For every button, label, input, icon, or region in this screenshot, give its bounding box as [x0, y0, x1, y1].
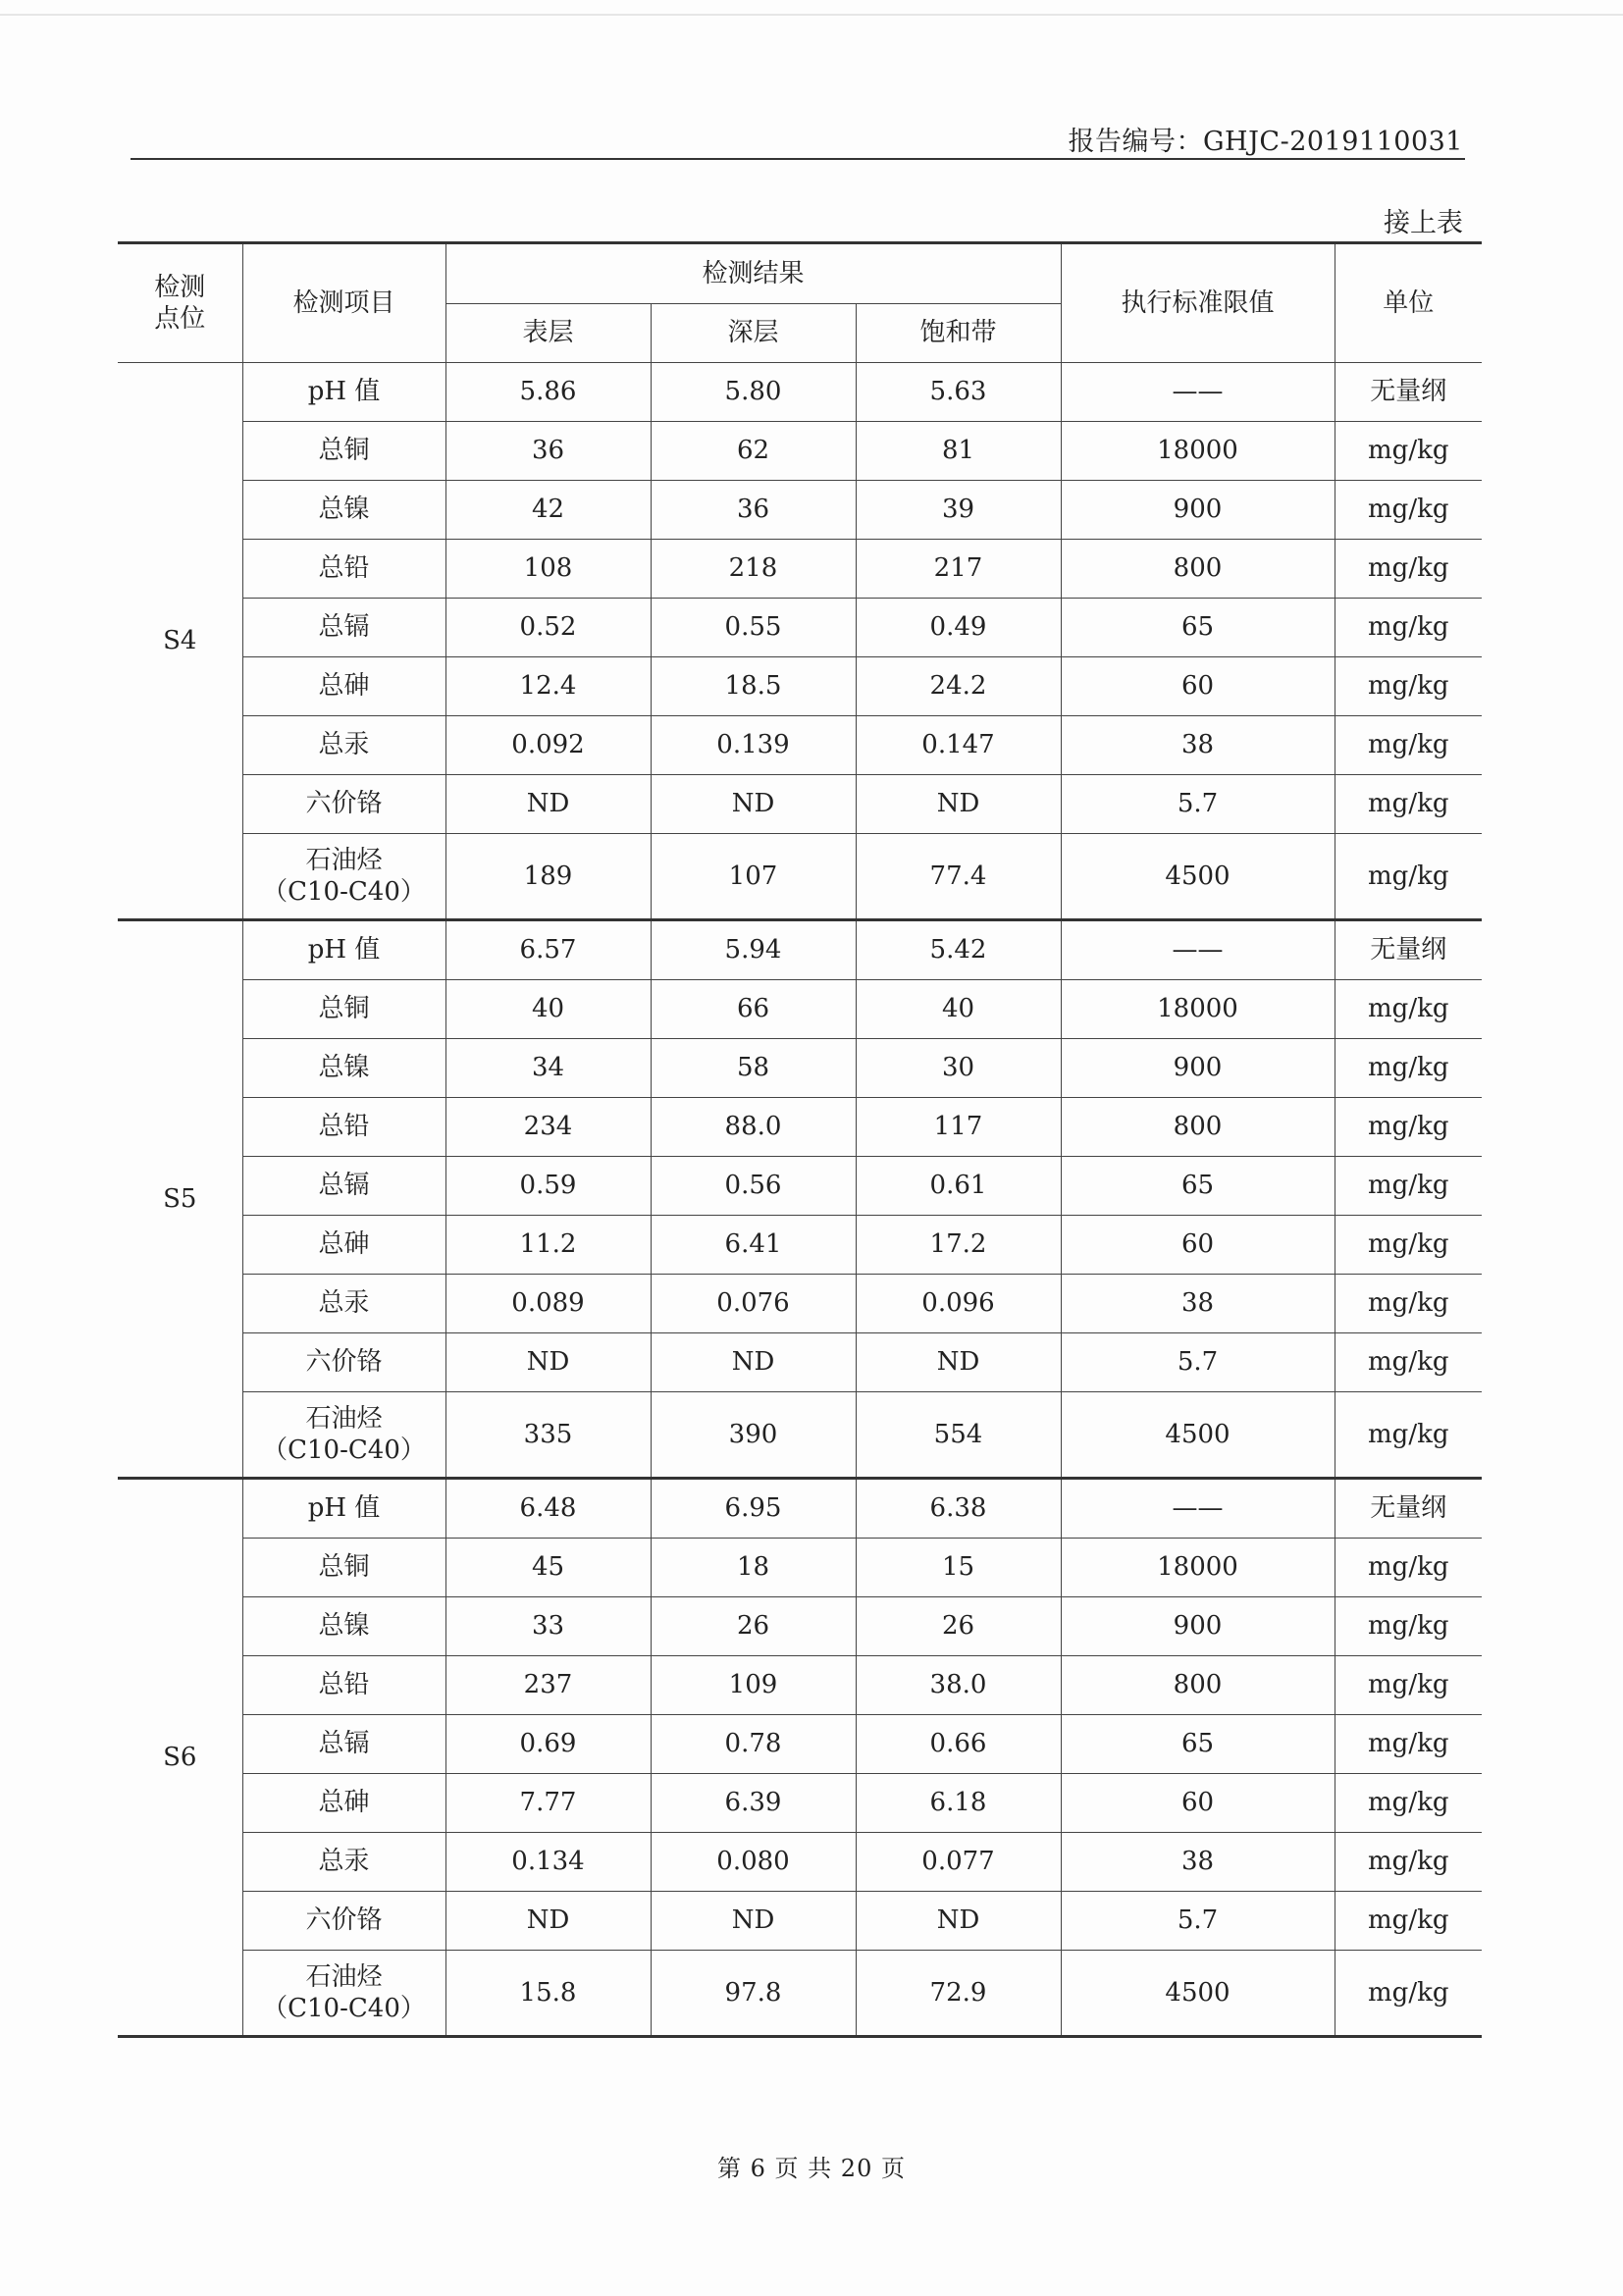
test-item-name: pH 值 [307, 1493, 381, 1524]
surface-value-cell: 33 [445, 1597, 651, 1656]
test-item-name: 总铜 [318, 994, 370, 1024]
scan-edge-line [0, 14, 1623, 16]
unit-cell: mg/kg [1335, 1539, 1482, 1597]
table-row [118, 1833, 1482, 1892]
unit-cell: mg/kg [1335, 1275, 1482, 1333]
header-unit: 单位 [1335, 243, 1482, 363]
saturated-value-cell: 72.9 [856, 1951, 1061, 2037]
standard-limit-cell: 18000 [1061, 980, 1335, 1039]
unit-cell: mg/kg [1335, 775, 1482, 834]
test-item-name: 总汞 [318, 730, 370, 760]
saturated-value-cell: 77.4 [856, 834, 1061, 920]
test-item-name: 总镍 [318, 1611, 370, 1642]
surface-value-cell: 15.8 [445, 1951, 651, 2037]
table-row [118, 1039, 1482, 1098]
standard-limit-cell: 900 [1061, 1039, 1335, 1098]
standard-limit-cell: —— [1061, 1479, 1335, 1539]
test-item-cell [242, 1833, 445, 1892]
deep-value-cell: 0.56 [651, 1157, 856, 1216]
saturated-value-cell: 0.077 [856, 1833, 1061, 1892]
header-item: 检测项目 [242, 243, 445, 363]
deep-value-cell: 88.0 [651, 1098, 856, 1157]
table-row [118, 980, 1482, 1039]
unit-cell: mg/kg [1335, 1951, 1482, 2037]
test-item-name: 六价铬 [305, 789, 383, 819]
standard-limit-cell: 65 [1061, 1157, 1335, 1216]
test-item-cell [242, 1275, 445, 1333]
test-item-cell [242, 1597, 445, 1656]
test-item-cell [242, 834, 445, 920]
standard-limit-cell: 18000 [1061, 422, 1335, 481]
surface-value-cell: 108 [445, 540, 651, 599]
table-row [118, 540, 1482, 599]
surface-value-cell: 189 [445, 834, 651, 920]
deep-value-cell: 218 [651, 540, 856, 599]
test-item-name: 总镍 [318, 1053, 370, 1083]
test-item-name: pH 值 [307, 377, 381, 407]
table-row [118, 1715, 1482, 1774]
surface-value-cell: 6.57 [445, 920, 651, 980]
test-item-name: 石油烃 [305, 845, 383, 875]
saturated-value-cell: 217 [856, 540, 1061, 599]
header-standard: 执行标准限值 [1061, 243, 1335, 363]
table-row [118, 1539, 1482, 1597]
deep-value-cell: 66 [651, 980, 856, 1039]
saturated-value-cell: 17.2 [856, 1216, 1061, 1275]
surface-value-cell: 0.092 [445, 716, 651, 775]
surface-value-cell: ND [445, 775, 651, 834]
test-item-cell [242, 599, 445, 657]
deep-value-cell: ND [651, 1892, 856, 1951]
standard-limit-cell: 60 [1061, 657, 1335, 716]
header-point-line2: 点位 [154, 304, 206, 334]
saturated-value-cell: 5.42 [856, 920, 1061, 980]
saturated-value-cell: 39 [856, 481, 1061, 540]
standard-limit-cell: —— [1061, 920, 1335, 980]
header-point [118, 243, 242, 363]
unit-cell: mg/kg [1335, 1039, 1482, 1098]
standard-limit-cell: 60 [1061, 1774, 1335, 1833]
deep-value-cell: 18.5 [651, 657, 856, 716]
saturated-value-cell: ND [856, 775, 1061, 834]
unit-cell: 无量纲 [1335, 920, 1482, 980]
unit-cell: mg/kg [1335, 980, 1482, 1039]
table-row [118, 1951, 1482, 2037]
deep-value-cell: 18 [651, 1539, 856, 1597]
table-body [118, 363, 1482, 2037]
surface-value-cell: 5.86 [445, 363, 651, 422]
deep-value-cell: 5.94 [651, 920, 856, 980]
test-item-cell [242, 422, 445, 481]
deep-value-cell: 107 [651, 834, 856, 920]
unit-cell: mg/kg [1335, 422, 1482, 481]
surface-value-cell: 7.77 [445, 1774, 651, 1833]
header-surface: 表层 [445, 304, 651, 363]
saturated-value-cell: 0.147 [856, 716, 1061, 775]
surface-value-cell: 42 [445, 481, 651, 540]
surface-value-cell: 11.2 [445, 1216, 651, 1275]
unit-cell: mg/kg [1335, 1774, 1482, 1833]
deep-value-cell: 390 [651, 1392, 856, 1479]
test-item-cell [242, 1774, 445, 1833]
unit-cell: mg/kg [1335, 1892, 1482, 1951]
deep-value-cell: 0.080 [651, 1833, 856, 1892]
saturated-value-cell: 554 [856, 1392, 1061, 1479]
surface-value-cell: 34 [445, 1039, 651, 1098]
header-point-line1: 检测 [154, 272, 206, 302]
test-item-name: 总铜 [318, 436, 370, 466]
saturated-value-cell: 38.0 [856, 1656, 1061, 1715]
surface-value-cell: ND [445, 1892, 651, 1951]
test-item-name: 六价铬 [305, 1905, 383, 1936]
standard-limit-cell: 38 [1061, 1275, 1335, 1333]
test-item-cell [242, 481, 445, 540]
table-row [118, 1333, 1482, 1392]
test-item-cell [242, 980, 445, 1039]
surface-value-cell: 234 [445, 1098, 651, 1157]
saturated-value-cell: 15 [856, 1539, 1061, 1597]
deep-value-cell: 62 [651, 422, 856, 481]
unit-cell: mg/kg [1335, 1157, 1482, 1216]
table-row [118, 1656, 1482, 1715]
unit-cell: mg/kg [1335, 1715, 1482, 1774]
test-item-name: 总镉 [318, 612, 370, 643]
test-item-cell [242, 920, 445, 980]
test-item-cell [242, 1656, 445, 1715]
unit-cell: mg/kg [1335, 657, 1482, 716]
test-item-cell [242, 716, 445, 775]
saturated-value-cell: 0.66 [856, 1715, 1061, 1774]
standard-limit-cell: 38 [1061, 1833, 1335, 1892]
test-item-cell [242, 1892, 445, 1951]
deep-value-cell: 58 [651, 1039, 856, 1098]
table-row [118, 599, 1482, 657]
saturated-value-cell: 6.38 [856, 1479, 1061, 1539]
deep-value-cell: 6.41 [651, 1216, 856, 1275]
saturated-value-cell: 81 [856, 422, 1061, 481]
table-row [118, 716, 1482, 775]
test-item-name: 总铅 [318, 1112, 370, 1142]
unit-cell: mg/kg [1335, 834, 1482, 920]
deep-value-cell: 6.39 [651, 1774, 856, 1833]
test-item-name: 石油烃 [305, 1961, 383, 1992]
standard-limit-cell: 65 [1061, 599, 1335, 657]
test-item-name: 总砷 [318, 1788, 370, 1818]
report-number: 报告编号：GHJC-2019110031 [1068, 127, 1463, 157]
standard-limit-cell: 18000 [1061, 1539, 1335, 1597]
test-item-name: 总镉 [318, 1171, 370, 1201]
table-row [118, 1098, 1482, 1157]
surface-value-cell: 40 [445, 980, 651, 1039]
deep-value-cell: 0.55 [651, 599, 856, 657]
table-row [118, 1392, 1482, 1479]
unit-cell: mg/kg [1335, 540, 1482, 599]
standard-limit-cell: 5.7 [1061, 1892, 1335, 1951]
deep-value-cell: 5.80 [651, 363, 856, 422]
test-item-name: 总铜 [318, 1552, 370, 1583]
unit-cell: mg/kg [1335, 1597, 1482, 1656]
saturated-value-cell: 0.49 [856, 599, 1061, 657]
table-row [118, 1275, 1482, 1333]
unit-cell: mg/kg [1335, 1098, 1482, 1157]
surface-value-cell: 335 [445, 1392, 651, 1479]
standard-limit-cell: 900 [1061, 1597, 1335, 1656]
table-row [118, 920, 1482, 980]
sample-point-cell: S4 [118, 363, 242, 920]
deep-value-cell: ND [651, 1333, 856, 1392]
saturated-value-cell: 24.2 [856, 657, 1061, 716]
test-item-cell [242, 540, 445, 599]
test-item-name: 总铅 [318, 553, 370, 584]
surface-value-cell: ND [445, 1333, 651, 1392]
test-item-name: 总镍 [318, 495, 370, 525]
standard-limit-cell: 800 [1061, 540, 1335, 599]
table-row [118, 422, 1482, 481]
deep-value-cell: 36 [651, 481, 856, 540]
saturated-value-cell: 6.18 [856, 1774, 1061, 1833]
table-row [118, 1216, 1482, 1275]
saturated-value-cell: 30 [856, 1039, 1061, 1098]
test-item-cell [242, 1157, 445, 1216]
deep-value-cell: 6.95 [651, 1479, 856, 1539]
surface-value-cell: 0.134 [445, 1833, 651, 1892]
test-item-cell [242, 1039, 445, 1098]
standard-limit-cell: 800 [1061, 1656, 1335, 1715]
unit-cell: mg/kg [1335, 481, 1482, 540]
standard-limit-cell: 5.7 [1061, 1333, 1335, 1392]
deep-value-cell: 0.139 [651, 716, 856, 775]
standard-limit-cell: 4500 [1061, 1392, 1335, 1479]
saturated-value-cell: 117 [856, 1098, 1061, 1157]
unit-cell: mg/kg [1335, 716, 1482, 775]
standard-limit-cell: —— [1061, 363, 1335, 422]
saturated-value-cell: 5.63 [856, 363, 1061, 422]
sample-point-cell: S5 [118, 920, 242, 1479]
header-results: 检测结果 [445, 243, 1061, 304]
page-footer: 第 6 页 共 20 页 [717, 2155, 906, 2182]
deep-value-cell: 97.8 [651, 1951, 856, 2037]
surface-value-cell: 6.48 [445, 1479, 651, 1539]
surface-value-cell: 12.4 [445, 657, 651, 716]
saturated-value-cell: ND [856, 1333, 1061, 1392]
unit-cell: 无量纲 [1335, 363, 1482, 422]
deep-value-cell: 26 [651, 1597, 856, 1656]
saturated-value-cell: 0.61 [856, 1157, 1061, 1216]
surface-value-cell: 0.59 [445, 1157, 651, 1216]
test-item-name: 六价铬 [305, 1347, 383, 1378]
standard-limit-cell: 900 [1061, 481, 1335, 540]
test-item-name: 总砷 [318, 1229, 370, 1260]
test-item-subname: （C10-C40） [262, 1435, 426, 1465]
standard-limit-cell: 38 [1061, 716, 1335, 775]
saturated-value-cell: 26 [856, 1597, 1061, 1656]
test-item-name: 总汞 [318, 1288, 370, 1319]
sample-point-cell: S6 [118, 1479, 242, 2037]
table-row [118, 657, 1482, 716]
test-item-cell [242, 1479, 445, 1539]
unit-cell: 无量纲 [1335, 1479, 1482, 1539]
test-item-name: 石油烃 [305, 1403, 383, 1434]
deep-value-cell: 0.78 [651, 1715, 856, 1774]
surface-value-cell: 36 [445, 422, 651, 481]
saturated-value-cell: ND [856, 1892, 1061, 1951]
table-row [118, 1157, 1482, 1216]
test-item-cell [242, 1539, 445, 1597]
test-item-cell [242, 775, 445, 834]
unit-cell: mg/kg [1335, 1656, 1482, 1715]
unit-cell: mg/kg [1335, 1333, 1482, 1392]
standard-limit-cell: 800 [1061, 1098, 1335, 1157]
saturated-value-cell: 0.096 [856, 1275, 1061, 1333]
deep-value-cell: 0.076 [651, 1275, 856, 1333]
test-item-name: 总汞 [318, 1847, 370, 1877]
test-item-cell [242, 1715, 445, 1774]
deep-value-cell: ND [651, 775, 856, 834]
table-row [118, 1597, 1482, 1656]
test-item-cell [242, 657, 445, 716]
surface-value-cell: 0.089 [445, 1275, 651, 1333]
table-row [118, 481, 1482, 540]
test-item-subname: （C10-C40） [262, 877, 426, 907]
table-row [118, 363, 1482, 422]
test-item-name: 总砷 [318, 671, 370, 702]
test-item-cell [242, 1098, 445, 1157]
unit-cell: mg/kg [1335, 1833, 1482, 1892]
table-row [118, 1774, 1482, 1833]
test-item-cell [242, 1951, 445, 2037]
test-item-name: 总铅 [318, 1670, 370, 1700]
surface-value-cell: 45 [445, 1539, 651, 1597]
test-item-name: 总镉 [318, 1729, 370, 1759]
test-item-cell [242, 1216, 445, 1275]
deep-value-cell: 109 [651, 1656, 856, 1715]
test-item-subname: （C10-C40） [262, 1994, 426, 2023]
continued-label: 接上表 [1384, 208, 1463, 238]
standard-limit-cell: 5.7 [1061, 775, 1335, 834]
surface-value-cell: 0.52 [445, 599, 651, 657]
surface-value-cell: 0.69 [445, 1715, 651, 1774]
table-row [118, 1892, 1482, 1951]
surface-value-cell: 237 [445, 1656, 651, 1715]
unit-cell: mg/kg [1335, 1216, 1482, 1275]
saturated-value-cell: 40 [856, 980, 1061, 1039]
header-saturated: 饱和带 [856, 304, 1061, 363]
unit-cell: mg/kg [1335, 599, 1482, 657]
test-item-cell [242, 363, 445, 422]
standard-limit-cell: 60 [1061, 1216, 1335, 1275]
test-item-cell [242, 1392, 445, 1479]
standard-limit-cell: 4500 [1061, 834, 1335, 920]
table-row [118, 834, 1482, 920]
test-item-cell [242, 1333, 445, 1392]
soil-test-results-table [118, 241, 1482, 2038]
table-row [118, 775, 1482, 834]
unit-cell: mg/kg [1335, 1392, 1482, 1479]
header-rule [131, 158, 1465, 160]
standard-limit-cell: 4500 [1061, 1951, 1335, 2037]
test-item-name: pH 值 [307, 935, 381, 965]
table-row [118, 1479, 1482, 1539]
standard-limit-cell: 65 [1061, 1715, 1335, 1774]
header-deep: 深层 [651, 304, 856, 363]
